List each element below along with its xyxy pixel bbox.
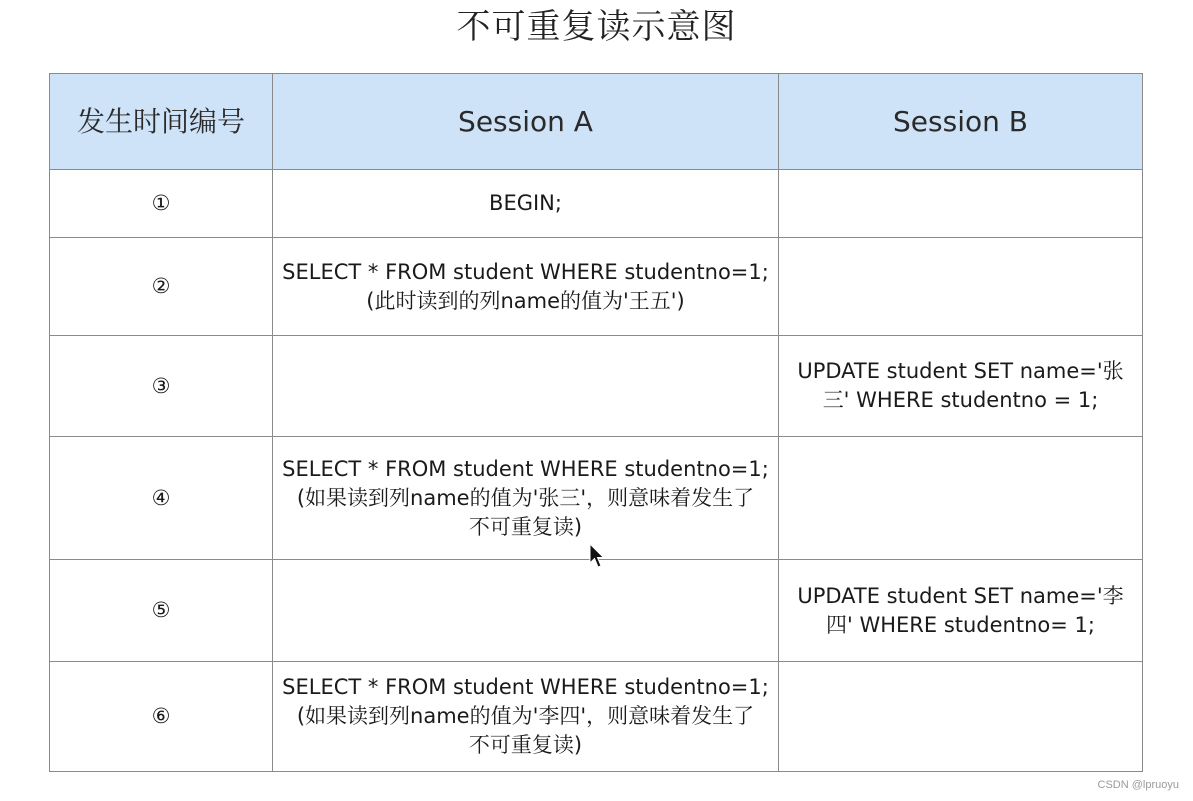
session-a-cell (273, 336, 779, 437)
session-a-cell (273, 238, 779, 336)
session-b-line: UPDATE student SET name='张 (797, 359, 1124, 383)
session-a-line: BEGIN; (489, 191, 562, 215)
table-row (50, 437, 1143, 560)
session-b-line: UPDATE student SET name='李 (797, 583, 1124, 608)
session-a-line: (如果读到列name的值为'张三'，则意味着发生了 (296, 485, 755, 510)
session-a-line: (此时读到的列name的值为'王五') (366, 288, 685, 313)
table-row (50, 238, 1143, 336)
session-b-cell (779, 560, 1143, 662)
step-number: ② (50, 238, 273, 336)
session-a-line: 不可重复读) (468, 733, 583, 757)
header-session-a: Session A (273, 74, 779, 170)
header-row (50, 74, 1143, 170)
header-session-b: Session B (779, 74, 1143, 170)
session-a-cell (273, 437, 779, 560)
header-time-number: 发生时间编号 (50, 74, 273, 170)
session-a-cell (273, 170, 779, 238)
table-row (50, 336, 1143, 437)
session-b-cell (779, 662, 1143, 772)
step-number: ④ (50, 437, 273, 560)
watermark: CSDN @lpruoyu (1097, 779, 1179, 791)
session-a-line: 不可重复读) (468, 514, 583, 539)
session-b-line: 四' WHERE studentno= 1; (826, 612, 1095, 637)
step-number: ③ (50, 336, 273, 437)
transaction-table (49, 73, 1143, 772)
session-b-cell (779, 238, 1143, 336)
step-number: ⑤ (50, 560, 273, 662)
session-a-cell (273, 662, 779, 772)
table-row (50, 662, 1143, 772)
session-b-cell (779, 437, 1143, 560)
step-number: ① (50, 170, 273, 238)
mouse-cursor-icon (589, 543, 605, 569)
step-number: ⑥ (50, 662, 273, 772)
diagram-title: 不可重复读示意图 (456, 7, 737, 47)
session-a-line: SELECT * FROM student WHERE studentno=1; (282, 456, 769, 481)
session-a-line: (如果读到列name的值为'李四'，则意味着发生了 (296, 704, 755, 728)
session-b-cell (779, 336, 1143, 437)
session-b-cell (779, 170, 1143, 238)
table-row (50, 170, 1143, 238)
session-a-line: SELECT * FROM student WHERE studentno=1; (282, 675, 769, 699)
session-b-line: 三' WHERE studentno = 1; (822, 388, 1099, 412)
session-a-cell (273, 560, 779, 662)
table-row (50, 560, 1143, 662)
session-a-line: SELECT * FROM student WHERE studentno=1; (282, 259, 769, 284)
